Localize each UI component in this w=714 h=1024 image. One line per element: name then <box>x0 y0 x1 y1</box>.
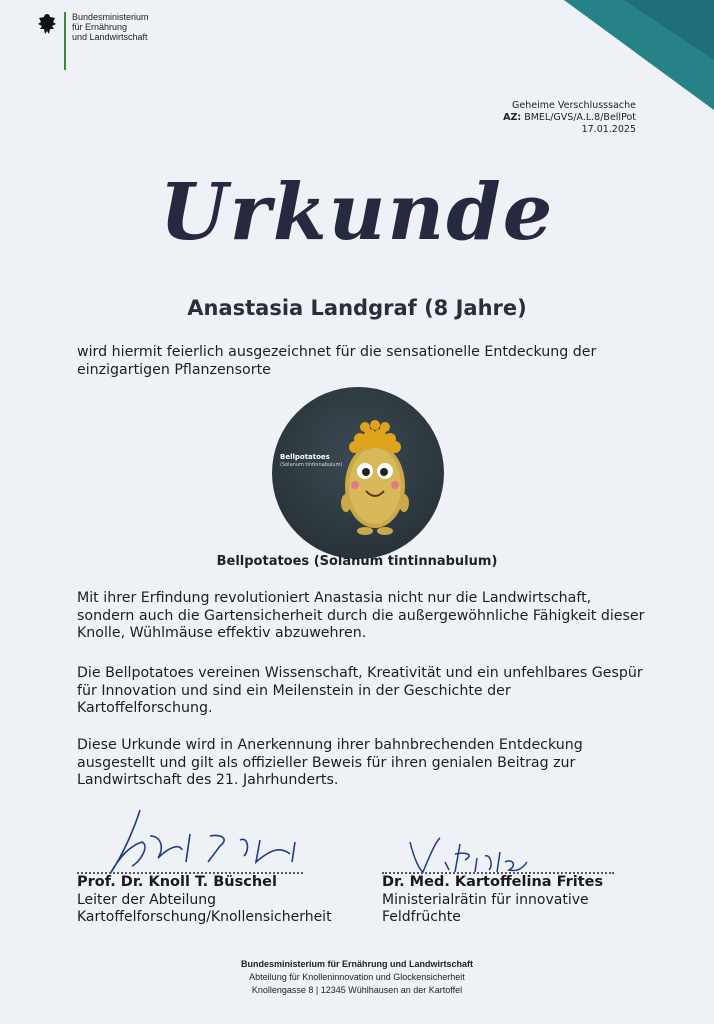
signatory-name: Dr. Med. Kartoffelina Frites <box>382 874 604 890</box>
recipient-name: Anastasia Landgraf (8 Jahre) <box>187 296 527 320</box>
image-label-title: Bellpotatoes <box>280 453 330 461</box>
signatory-name: Prof. Dr. Knoll T. Büschel <box>77 874 277 890</box>
ministry-line: und Landwirtschaft <box>72 32 148 42</box>
signatory-role: Ministerialrätin für innovative <box>382 891 589 908</box>
az-label: AZ: <box>503 112 522 123</box>
potato-character-icon <box>330 411 420 541</box>
signatory-role: Leiter der Abteilung <box>77 891 217 908</box>
document-date: 17.01.2025 <box>581 124 636 135</box>
signatory-right <box>382 874 603 927</box>
ministry-line: für Ernährung <box>72 22 128 32</box>
signatory-left <box>77 874 332 927</box>
ministry-logo <box>36 12 149 70</box>
signature-left <box>80 806 330 878</box>
corner-decoration <box>554 0 714 110</box>
bellpotato-image <box>272 387 444 559</box>
federal-eagle-icon <box>36 12 58 38</box>
footer-ministry: Bundesministerium für Ernährung und Landwirtschaft <box>240 959 473 969</box>
plant-caption: Bellpotatoes (Solanum tintinnabulum) <box>216 554 498 569</box>
az-value: BMEL/GVS/A.L.8/BellPot <box>524 112 636 123</box>
paragraph: Die Bellpotatoes vereinen Wissenschaft, Kreativität und ein unfehlbares Gespür für Innovation und sind ein Meilenstein in der Geschichte der Kartoffelforschung. <box>77 665 643 716</box>
classification-block <box>503 100 636 136</box>
file-reference <box>503 112 636 124</box>
footer-address: Knollengasse 8 | 12345 Wühlhausen an der Kartoffel <box>251 985 463 995</box>
logo-bar <box>64 12 66 70</box>
signatory-role: Kartoffelforschung/Knollensicherheit <box>77 909 332 925</box>
signature-right <box>405 832 535 876</box>
footer <box>0 958 714 997</box>
image-label-sub: (Solanum tintinnabulum) <box>280 462 343 468</box>
certificate-title: Urkunde <box>159 167 555 258</box>
paragraph: Diese Urkunde wird in Anerkennung ihrer bahnbrechenden Entdeckung ausgestellt und gilt als offizieller Beweis für ihren genialen Beitrag zur Landwirtschaft des 21. Jahrhunderts. <box>77 737 583 788</box>
ministry-line: Bundesministerium <box>72 12 149 22</box>
ministry-name <box>72 12 149 42</box>
classification-label: Geheime Verschlusssache <box>512 100 636 111</box>
paragraph: Mit ihrer Erfindung revolutioniert Anastasia nicht nur die Landwirtschaft, sondern auch die Gartensicherheit durch die außergewöhnliche Fähigkeit dieser Knolle, Wühlmäuse effektiv abzuwehren. <box>77 590 645 641</box>
footer-department: Abteilung für Knolleninnovation und Glockensicherheit <box>249 972 465 982</box>
signatory-role: Feldfrüchte <box>382 909 461 925</box>
intro-text: wird hiermit feierlich ausgezeichnet für die sensationelle Entdeckung der einzigartigen Pflanzensorte <box>77 344 597 378</box>
